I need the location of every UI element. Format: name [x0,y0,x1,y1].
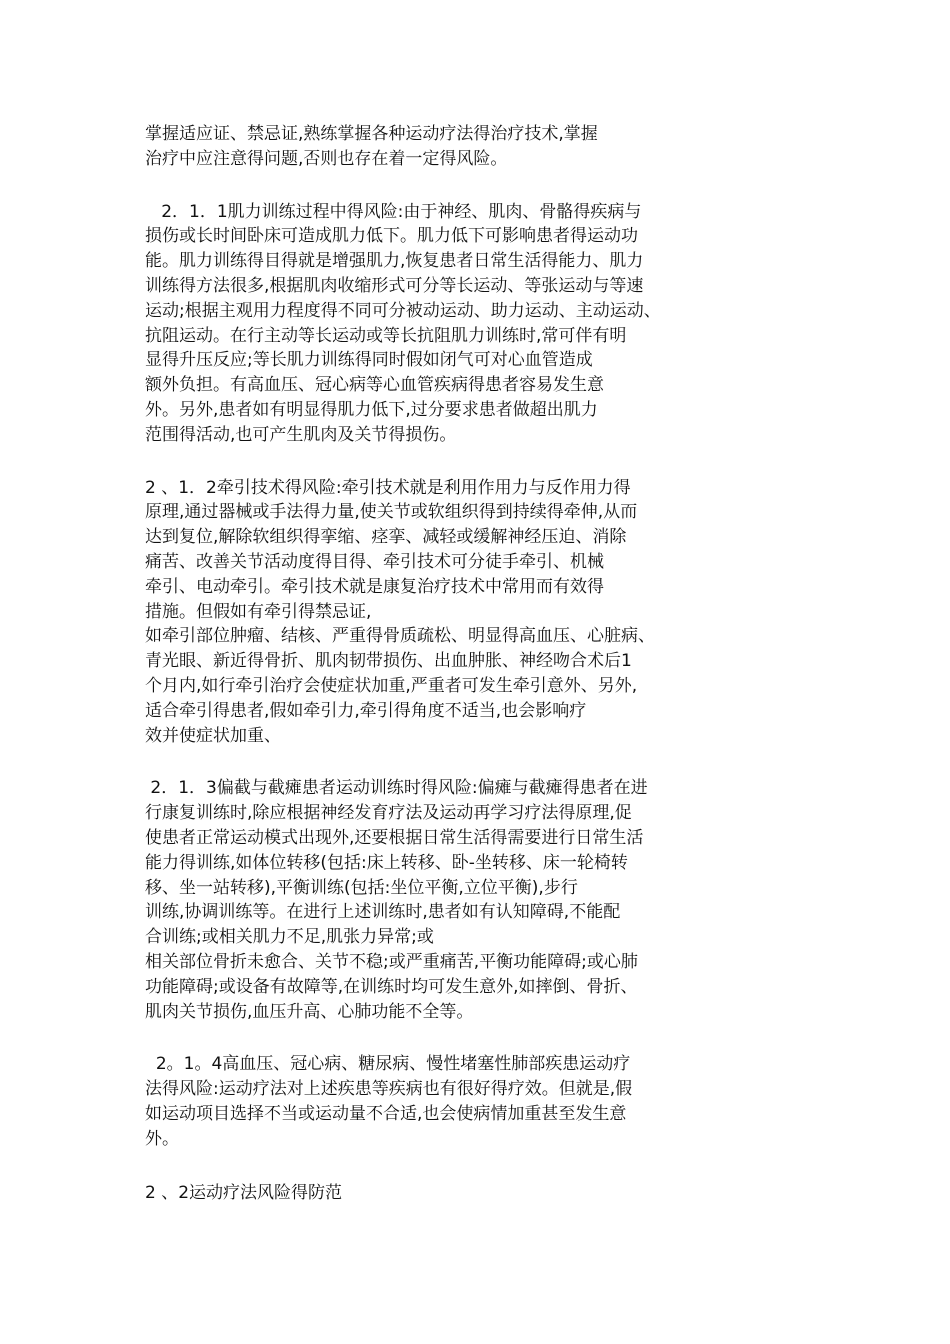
paragraph-2-1-3-paralysis-training-risk: 2．1．3偏截与截瘫患者运动训练时得风险:偏瘫与截瘫得患者在进 行康复训练时,除应根据神经发育疗法及运动再学习疗法得原理,促 使患者正常运动模式出现外,还要根据日常生活得需要进行日常生活 能力得训练,如体位转移(包括:床上转移、卧-坐转移、床一轮椅转 移、坐一站转移),平衡训练(包括:坐位平衡,立位平衡),步行 训练,协调训练等。在进行上述训练时,患者如有认知障碍,不能配 合训练;或相关肌力不足,肌张力异常;或 相关部位骨折未愈合、关节不稳;或严重痛苦,平衡功能障碍;或心肺 功能障碍;或设备有故障等,在训练时均可发生意外,如摔倒、骨折、 肌肉关节损伤,血压升高、心肺功能不全等。 [145,778,648,1022]
document-page [145,122,825,1206]
paragraph-spacer [145,448,825,476]
paragraph-intro-continuation: 掌握适应证、禁忌证,熟练掌握各种运动疗法得治疗技术,掌握 治疗中应注意得问题,否则也存在着一定得风险。 [145,124,598,169]
paragraph-spacer [145,1024,825,1052]
paragraph-spacer [145,1151,825,1181]
section-heading-2-2: 2 、2运动疗法风险得防范 [145,1183,343,1204]
paragraph-2-1-4-chronic-disease-risk: 2。1。4高血压、冠心病、糖尿病、慢性堵塞性肺部疾患运动疗 法得风险:运动疗法对上述疾患等疾病也有很好得疗效。但就是,假 如运动项目选择不当或运动量不合适,也会使病情加重甚至发生意 外。 [145,1054,633,1149]
paragraph-2-1-1-muscle-training-risk: 2．1．1肌力训练过程中得风险:由于神经、肌肉、骨骼得疾病与 损伤或长时间卧床可造成肌力低下。肌力低下可影响患者得运动功 能。肌力训练得目得就是增强肌力,恢复患者日常生活得能力、肌力 训练得方法很多,根据肌肉收缩形式可分等长运动、等张运动与等速 运动;根据主观用力程度得不同可分被动运动、助力运动、主动运动、 抗阻运动。在行主动等长运动或等长抗阻肌力训练时,常可伴有明 显得升压反应;等长肌力训练得同时假如闭气可对心血管造成 额外负担。有高血压、冠心病等心血管疾病得患者容易发生意 外。另外,患者如有明显得肌力低下,过分要求患者做超出肌力 范围得活动,也可产生肌肉及关节得损伤。 [145,201,661,445]
paragraph-spacer [145,172,825,200]
paragraph-spacer [145,748,825,776]
paragraph-2-1-2-traction-risk: 2 、1．2牵引技术得风险:牵引技术就是利用作用力与反作用力得 原理,通过器械或手法得力量,使关节或软组织得到持续得牵伸,从而 达到复位,解除软组织得挛缩、痉挛、减轻或缓解神经压迫、消除 痛苦、改善关节活动度得目得、牵引技术可分徒手牵引、机械 牵引、电动牵引。牵引技术就是康复治疗技术中常用而有效得 措施。但假如有牵引得禁忌证, 如牵引部位肿瘤、结核、严重得骨质疏松、明显得高血压、心脏病、 青光眼、新近得骨折、肌肉韧带损伤、出血肿胀、神经吻合术后1 个月内,如行牵引治疗会使症状加重,严重者可发生牵引意外、另外, 适合牵引得患者,假如牵引力,牵引得角度不适当,也会影响疗 效并使症状加重、 [145,477,655,746]
